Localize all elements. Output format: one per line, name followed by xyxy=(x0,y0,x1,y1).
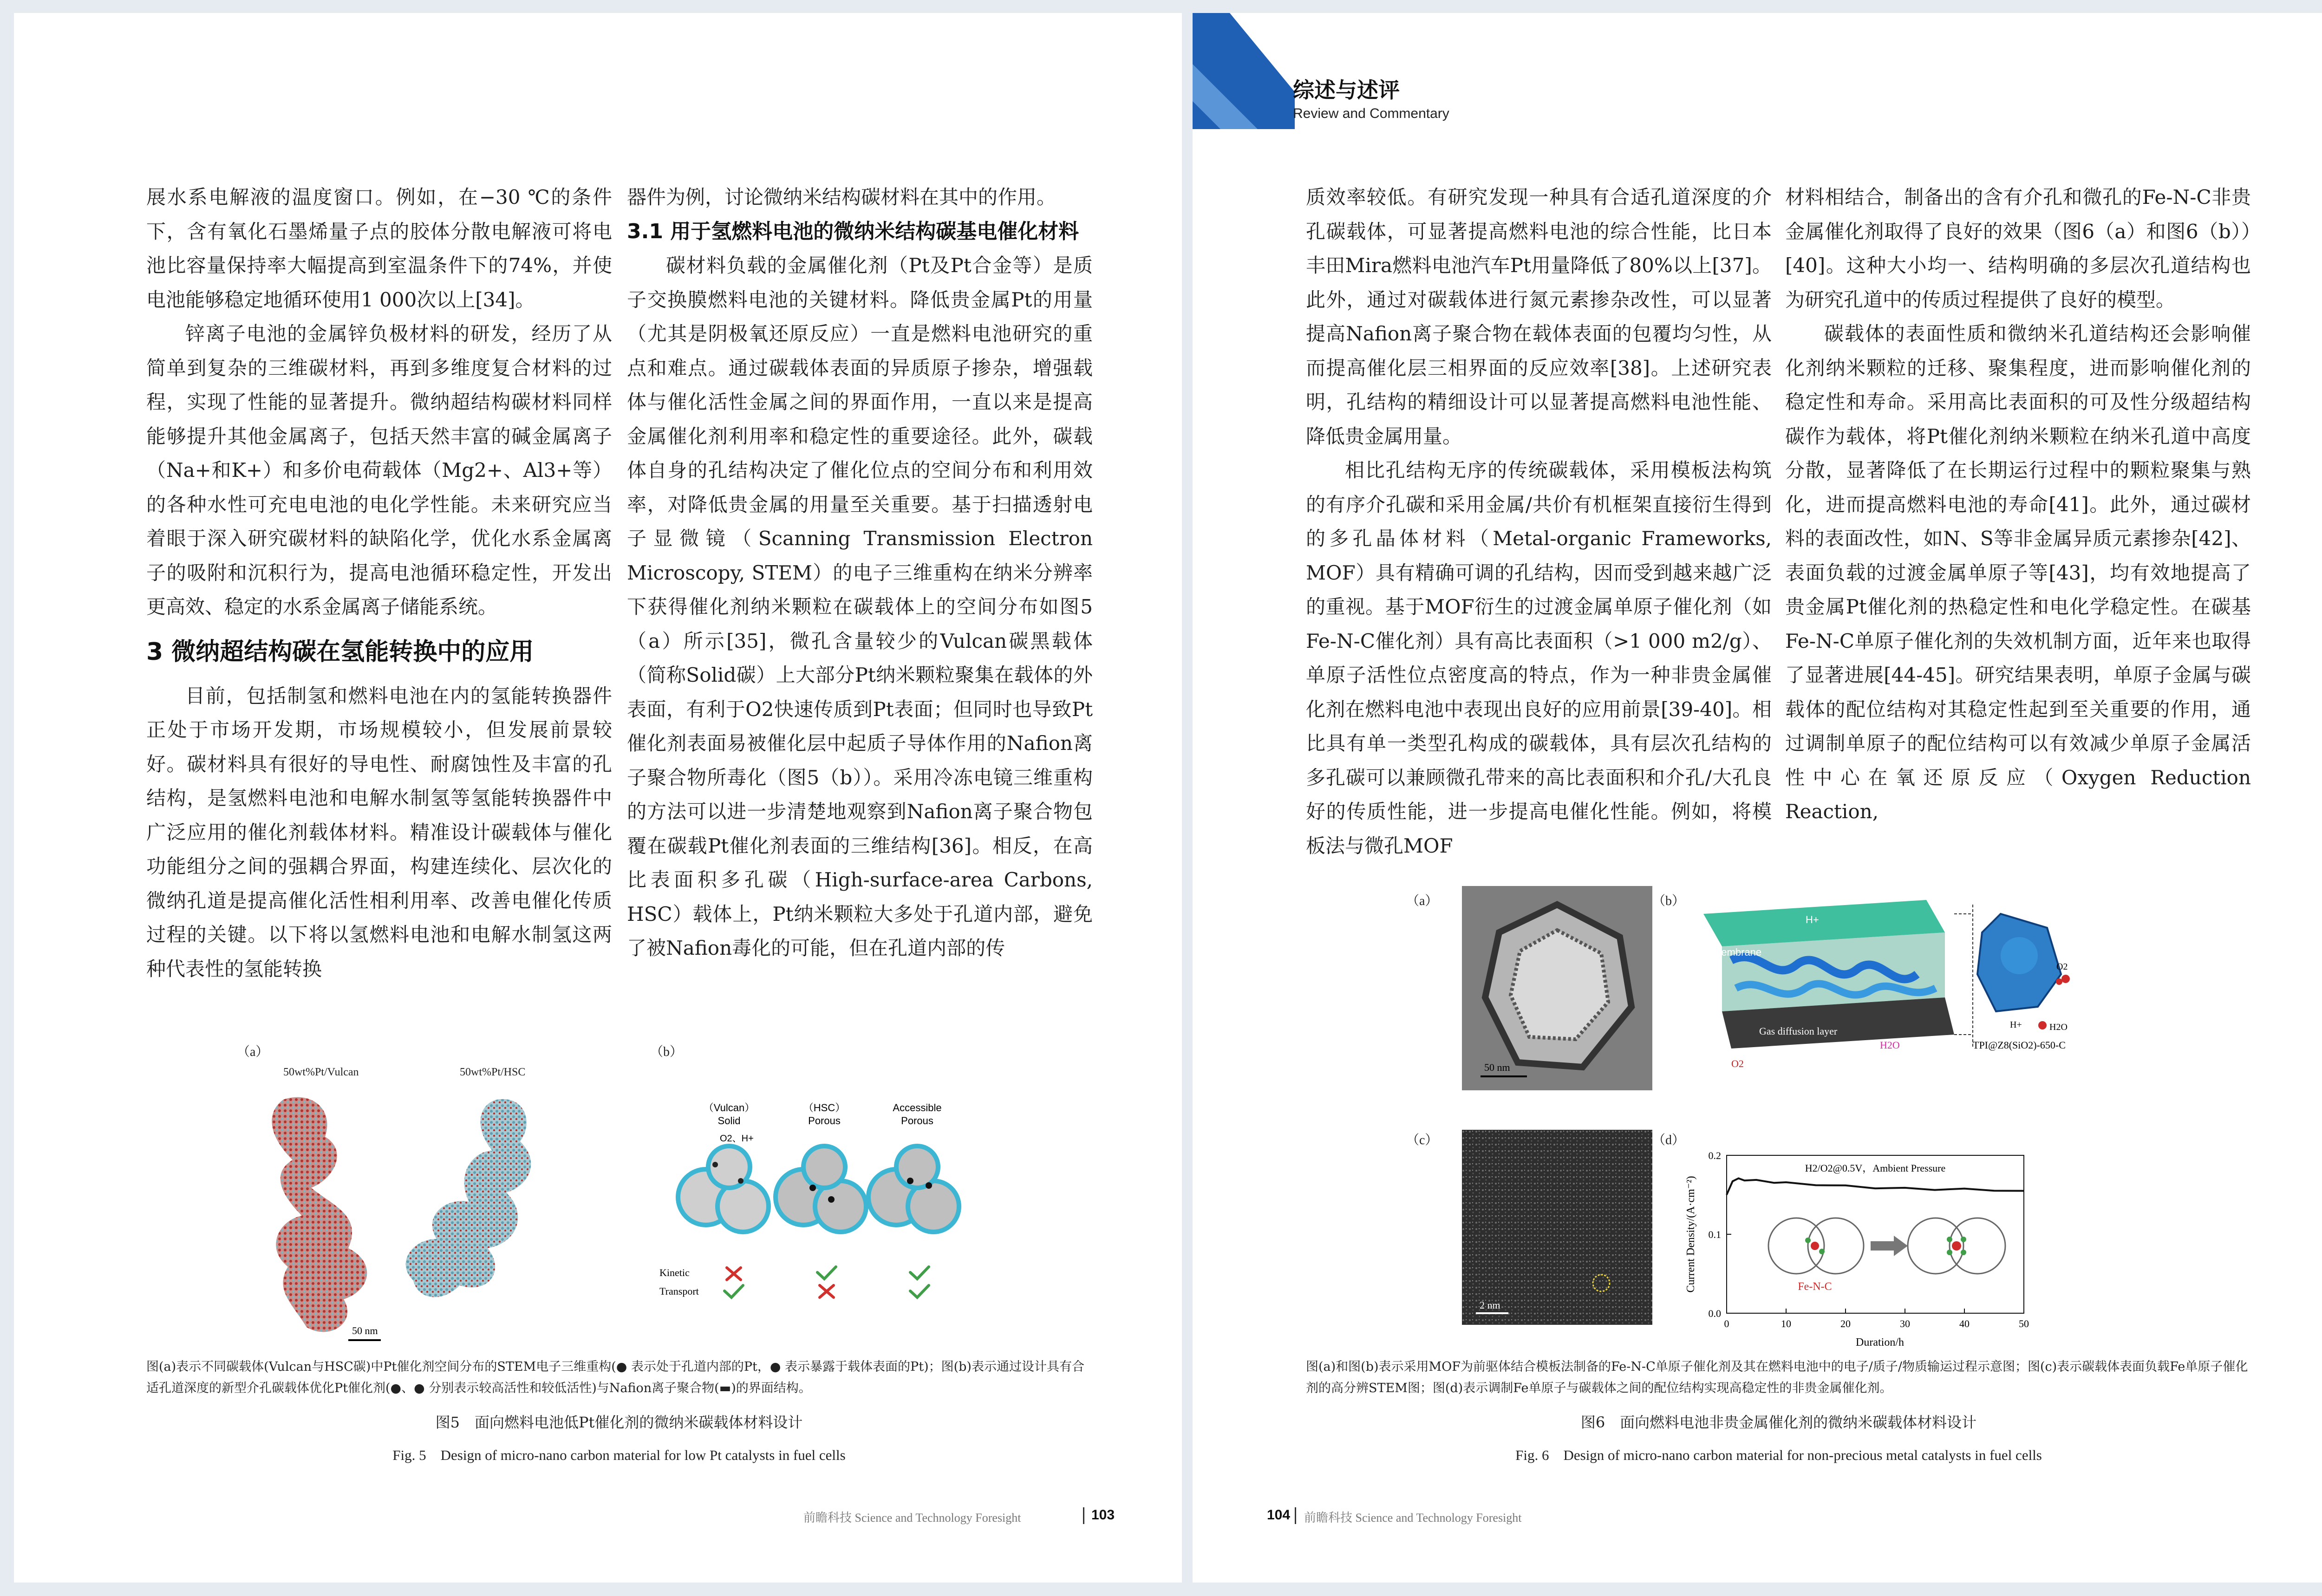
page-number: 103 xyxy=(1091,1507,1115,1523)
x-tick-label: 20 xyxy=(1840,1318,1851,1329)
paragraph: 碳材料负载的金属催化剂（Pt及Pt合金等）是质子交换膜燃料电池的关键材料。降低贵金属Pt的用量（尤其是阴极氧还原反应）一直是燃料电池研究的重点和难点。通过碳载体表面的异质原子掺杂，增强载体与催化活性金属之间的界面作用，一直以来是提高金属催化剂利用率和稳定性的重要途径。此外，碳载体自身的孔结构决定了催化位点的空间分布和利用效率，对降低贵金属的用量至关重要。基于扫描透射电子显微镜（Scanning Transmission Electron Microscopy, STEM）的电子三维重构在纳米分辨率下获得催化剂纳米颗粒在碳载体上的空间分布如图5（a）所示[35]，微孔含量较少的Vulcan碳黑载体（简称Solid碳）上大部分Pt纳米颗粒聚集在载体的外表面，有利于O2快速传质到Pt表面；但同时也导致Pt催化剂表面易被催化层中起质子导体作用的Nafion离子聚合物所毒化（图5（b））。采用冷冻电镜三维重构的方法可以进一步清楚地观察到Nafion离子聚合物包覆在碳载Pt催化剂表面的三维结构[36]。相反，在高比表面积多孔碳（High-surface-area Carbons, HSC）载体上，Pt纳米颗粒大多处于孔道内部，避免了被Nafion毒化的可能，但在孔道内部的传 xyxy=(627,254,1093,959)
paragraph: 质效率较低。有研究发现一种具有合适孔道深度的介孔碳载体，可显著提高燃料电池的综合性能，比日本丰田Mira燃料电池汽车Pt用量降低了80%以上[37]。此外，通过对碳载体进行氮元素掺杂改性，可以显著提高Nafion离子聚合物在载体表面的包覆均匀性，从而提高催化层三相界面的反应效率[38]。上述研究表明，孔结构的精细设计可以显著提高燃料电池性能、降低贵金属用量。 xyxy=(1306,186,1772,448)
paragraph: 相比孔结构无序的传统碳载体，采用模板法构筑的有序介孔碳和采用金属/共价有机框架直接衍生得到的多孔晶体材料（Metal-organic Frameworks, MOF）具有精确可调的孔结构，因而受到越来越广泛的重视。基于MOF衍生的过渡金属单原子催化剂（如Fe-N-C催化剂）具有高比表面积（>1 000 m2/g）、单原子活性位点密度高的特点，作为一种非贵金属催化剂在燃料电池中表现出良好的应用前景[39-40]。相比具有单一类型孔构成的碳载体，具有层次孔结构的多孔碳可以兼顾微孔带来的高比表面积和介孔/大孔良好的传质性能，进一步提高电催化性能。例如，将模板法与微孔MOF xyxy=(1306,459,1772,857)
arrow-icon xyxy=(1871,1236,1908,1256)
membrane-label: Membrane xyxy=(1713,946,1762,958)
footer-divider xyxy=(1083,1507,1084,1524)
x-tick-label: 0 xyxy=(1724,1318,1729,1329)
hsc-carbon-spheres xyxy=(776,1146,866,1232)
x-tick-label: 40 xyxy=(1959,1318,1970,1329)
fe-n-c-structure-illustration xyxy=(1768,1218,2005,1293)
check-icon xyxy=(817,1267,836,1279)
solid-carbon-spheres xyxy=(678,1146,769,1232)
y-tick-label: 0.0 xyxy=(1708,1308,1721,1319)
stem-image xyxy=(1462,1130,1652,1325)
series-line xyxy=(1727,1179,2024,1195)
row-transport-label: Transport xyxy=(659,1285,699,1297)
panel-label-c: （c） xyxy=(1406,1133,1438,1147)
paragraph: 展水系电解液的温度窗口。例如，在−30 ℃的条件下，含有氧化石墨烯量子点的胶体分散电解液可将电池比容量保持率大幅提高到室温条件下的74%，并使电池能够稳定地循环使用1 000次以上[34]。 xyxy=(146,186,612,311)
panel-label-a: （a） xyxy=(1406,894,1438,908)
left-column-1 xyxy=(146,180,612,986)
accessible-carbon-spheres xyxy=(868,1146,959,1232)
paragraph: 器件为例，讨论微纳米结构碳材料在其中的作用。 xyxy=(627,186,1057,208)
paragraph: 目前，包括制氢和燃料电池在内的氢能转换器件正处于市场开发期，市场规模较小，但发展前景较好。碳材料具有很好的导电性、耐腐蚀性及丰富的孔结构，是氢燃料电池和电解水制氢等氢能转换器件中广泛应用的催化剂载体材料。精准设计碳载体与催化功能组分之间的强耦合界面，构建连续化、层次化的微纳孔道是提高催化活性相利用率、改善电催化传质过程的关键。以下将以氢燃料电池和电解水制氢这两种代表性的氢能转换 xyxy=(146,684,612,980)
scale-label: 50 nm xyxy=(352,1325,378,1336)
y-tick-label: 0.1 xyxy=(1708,1229,1721,1240)
row-kinetic-label: Kinetic xyxy=(659,1267,690,1278)
stability-chart xyxy=(1676,1130,2056,1348)
paragraph: 碳载体的表面性质和微纳米孔道结构还会影响催化剂纳米颗粒的迁移、聚集程度，进而影响催化剂的稳定性和寿命。采用高比表面积的可及性分级超结构碳作为载体，将Pt催化剂纳米颗粒在纳米孔道中高度分散，显著降低了在长期运行过程中的颗粒聚集与熟化，进而提高燃料电池的寿命[41]。此外，通过碳材料的表面改性，如N、S等非金属异质元素掺杂[42]、表面负载的过渡金属单原子等[43]，均有效地提高了贵金属Pt催化剂的热稳定性和电化学稳定性。在碳基Fe-N-C单原子催化剂的失效机制方面，近年来也取得了显著进展[44-45]。研究结果表明，单原子金属与碳载体的配位结构对其稳定性起到至关重要的作用，通过调制单原子的配位结构可以有效减少单原子金属活性中心在氧还原反应（Oxygen Reduction Reaction, xyxy=(1785,322,2251,823)
section-banner-graphic xyxy=(1193,13,1295,129)
figure-6-caption-en: Fig. 6 Design of micro-nano carbon material for non-precious metal catalysts in fuel cells xyxy=(1515,1447,2042,1463)
left-column-2 xyxy=(627,180,1093,965)
figure-5-caption-cn: 图5 面向燃料电池低Pt催化剂的微纳米碳载体材料设计 xyxy=(435,1414,803,1431)
y-axis-label: Current Density/(A·cm⁻²) xyxy=(1685,1176,1697,1293)
species-label: O2、H+ xyxy=(720,1133,754,1144)
paragraph: 材料相结合，制备出的含有介孔和微孔的Fe-N-C非贵金属催化剂取得了良好的效果（图6（a）和图6（b））[40]。这种大小均一、结构明确的多层次孔道结构也为研究孔道中的传质过程提供了良好的模型。 xyxy=(1785,186,2251,311)
condition-label: H2/O2@0.5V，Ambient Pressure xyxy=(1805,1162,1946,1174)
fe-n-c-label: Fe-N-C xyxy=(1798,1281,1832,1293)
page-104 xyxy=(1193,13,2322,1583)
right-column-2 xyxy=(1785,180,2251,829)
cross-icon xyxy=(820,1285,834,1297)
figure-6-note: 图(a)和图(b)表示采用MOF为前驱体结合模板法制备的Fe-N-C单原子催化剂及其在燃料电池中的电子/质子/物质输运过程示意图；图(c)表示碳载体表面负载Fe单原子催化剂的高分辨STEM图；图(d)表示调制Fe单原子与碳载体之间的配位结构实现高稳定性的非贵金属催化剂。 xyxy=(1306,1360,2248,1395)
gdl-label: Gas diffusion layer xyxy=(1759,1025,1838,1037)
water-label: H2O xyxy=(1880,1039,1900,1051)
subsection-heading: 3.1 用于氢燃料电池的微纳米结构碳基电催化材料 xyxy=(627,219,1079,243)
x-tick-label: 10 xyxy=(1781,1318,1791,1329)
check-icon xyxy=(910,1285,929,1297)
vulcan-particle-cluster xyxy=(272,1097,367,1332)
section-title-en: Review and Commentary xyxy=(1293,106,1449,121)
scale-label: 50 nm xyxy=(1484,1062,1510,1073)
pore-schematic xyxy=(659,1090,994,1313)
x-axis-label: Duration/h xyxy=(1856,1336,1904,1348)
figure-5-note: 图(a)表示不同碳载体(Vulcan与HSC碳)中Pt催化剂空间分布的STEM电子三维重构(● 表示处于孔道内部的Pt，● 表示暴露于载体表面的Pt)；图(b)表示通过设计具有合适孔道深度的新型介孔碳载体优化Pt催化剂(●、● 分别表示较高活性和较低活性)与Nafion离子聚合物(▬)的界面结构。 xyxy=(146,1360,1084,1395)
footer-journal: 前瞻科技 Science and Technology Foresight xyxy=(803,1511,1021,1524)
check-icon xyxy=(910,1267,929,1279)
footer-journal: 前瞻科技 Science and Technology Foresight xyxy=(1304,1511,1522,1524)
page-number: 104 xyxy=(1267,1507,1291,1523)
panel-label-a: （a） xyxy=(237,1045,269,1059)
paragraph: 锌离子电池的金属锌负极材料的研发，经历了从简单到复杂的三维碳材料，再到多维度复合材料的过程，实现了性能的显著提升。微纳超结构碳材料同样能够提升其他金属离子，包括天然丰富的碱金属离子（Na+和K+）和多价电荷载体（Mg2+、Al3+等）的各种水性可充电电池的电化学性能。未来研究应当着眼于深入研究碳材料的缺陷化学，优化水系金属离子的吸附和沉积行为，提高电池循环稳定性，开发出更高效、稳定的水系金属离子储能系统。 xyxy=(146,322,612,618)
y-tick-label: 0.2 xyxy=(1708,1150,1721,1161)
tem-image xyxy=(1462,886,1652,1090)
x-tick-label: 30 xyxy=(1900,1318,1910,1329)
panel-label-d: （d） xyxy=(1652,1133,1685,1147)
x-tick-label: 50 xyxy=(2019,1318,2029,1329)
oxygen-label: O2 xyxy=(1731,1058,1744,1069)
scale-label: 2 nm xyxy=(1480,1299,1500,1311)
check-icon xyxy=(724,1285,743,1297)
right-column-1 xyxy=(1306,180,1772,863)
col-hsc-label: （HSC） Porous xyxy=(803,1102,846,1127)
panel-label-b: （b） xyxy=(650,1045,683,1059)
col-vulcan-label: （Vulcan） Solid xyxy=(703,1102,755,1127)
section-heading: 3 微纳超结构碳在氢能转换中的应用 xyxy=(146,638,534,666)
water-label-right: H2O xyxy=(2049,1022,2068,1032)
figure-6-caption-cn: 图6 面向燃料电池非贵金属催化剂的微纳米碳载体材料设计 xyxy=(1580,1414,1977,1431)
fuel-cell-schematic xyxy=(1676,895,2075,1095)
sample-label: TPI@Z8(SiO2)-650-C xyxy=(1973,1039,2066,1051)
oxygen-label-right: O2 xyxy=(2056,962,2068,972)
panel-label-b: （b） xyxy=(1652,894,1685,908)
footer-divider xyxy=(1295,1507,1296,1524)
page-103 xyxy=(14,13,1182,1583)
subfig-label-hsc: 50wt%Pt/HSC xyxy=(460,1066,526,1078)
figure-5-caption-en: Fig. 5 Design of micro-nano carbon material for low Pt catalysts in fuel cells xyxy=(392,1447,846,1463)
subfig-label-vulcan: 50wt%Pt/Vulcan xyxy=(283,1066,359,1078)
stem-reconstruction-image xyxy=(255,1081,618,1350)
proton-label: H+ xyxy=(1806,914,1819,925)
hsc-particle-cluster xyxy=(406,1099,531,1297)
cross-icon xyxy=(727,1268,741,1280)
col-accessible-label: Accessible Porous xyxy=(893,1102,942,1127)
proton-label-right: H+ xyxy=(2010,1020,2022,1030)
section-title-cn: 综述与述评 xyxy=(1293,78,1400,103)
